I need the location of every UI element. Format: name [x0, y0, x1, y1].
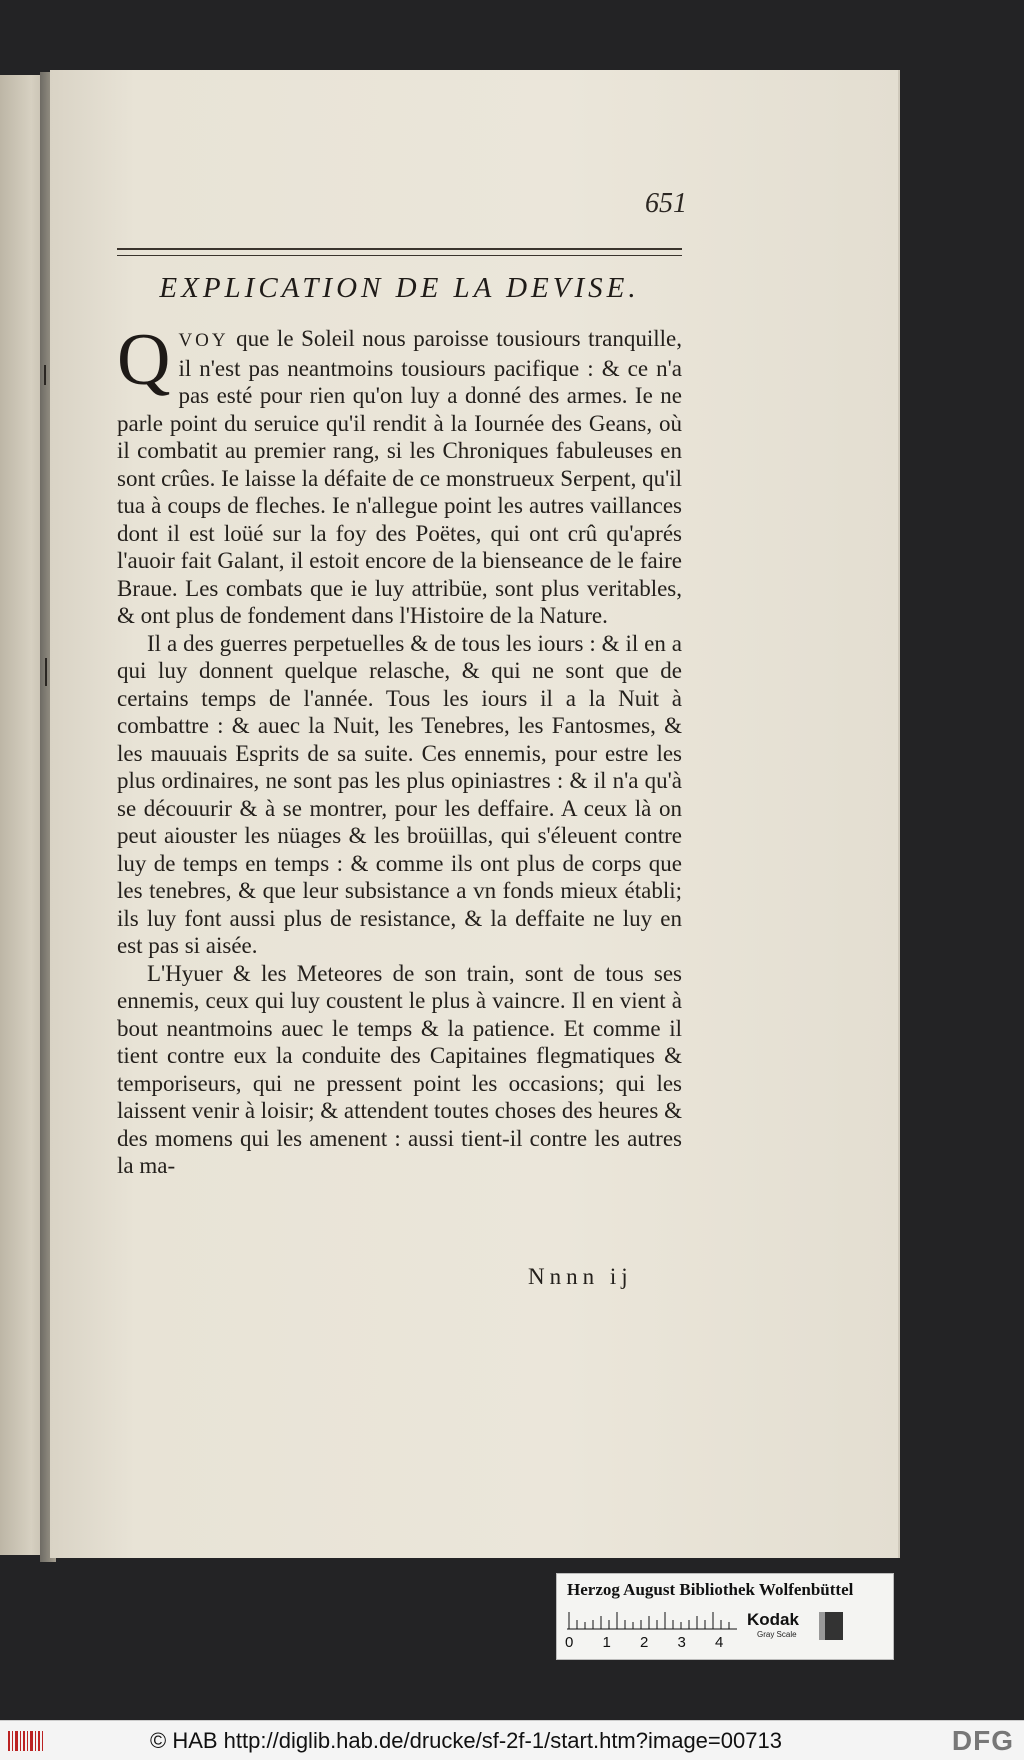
source-link[interactable]: © HAB http://diglib.hab.de/drucke/sf-2f-1/start.htm?image=00713: [150, 1728, 782, 1753]
margin-mark: [44, 365, 46, 385]
dfg-logo: DFG: [951, 1725, 1014, 1756]
first-word: VOY: [178, 330, 229, 351]
drop-cap: Q: [117, 319, 171, 401]
paragraph-3: L'Hyuer & les Meteores de son train, sont de tous ses ennemis, ceux qui luy coustent le plus à vaincre. Il en vient à bout neantmoins auec le temps & la patience. Et comme il tient contre eux la conduite des Capitaines flegmatiques & temporiseurs, qui ne pressent point les occasions; qui les laissent venir à loisir; & attendent toutes choses des heures & des momens qui les amenent : aussi tient-il contre les autres la ma-: [117, 960, 682, 1178]
signature-mark: Nnnn ij: [528, 1264, 633, 1289]
margin-mark: [45, 658, 47, 686]
scale-ruler-icon: [567, 1608, 737, 1630]
ruler-number: 3: [677, 1634, 686, 1651]
header-rule: [117, 248, 682, 256]
paragraph-2: Il a des guerres perpetuelles & de tous les iours : & il en a qui luy donnent quelque relasche, & qui ne sont que de certains temps de l'année. Tous les iours il a la Nuit à combattre : & auec la Nuit, les Tenebres, les Fantosmes, & les mauuais Esprits de sa suite. Ces ennemis, pour estre les plus ordinaires, ne sont pas les plus opiniastres : & il n'a qu'à se découurir & à se montrer, pour les deffaire. A ceux là on peut aiouster les nüages & les broüillas, qui s'éleuent contre luy de temps en temps : & comme ils ont plus de corps que les tenebres, & que leur subsistance a vn fonds mieux établi; ils luy font aussi plus de resistance, & la deffaite ne luy en est pas si aisée.: [117, 630, 682, 958]
ruler-numbers: [565, 1634, 745, 1651]
ruler-number: 1: [602, 1634, 611, 1651]
library-name: Herzog August Bibliothek Wolfenbüttel: [567, 1580, 854, 1599]
body-text: [117, 319, 682, 1180]
library-label-card: [556, 1573, 894, 1660]
kodak-brand: Kodak: [747, 1610, 799, 1629]
paragraph-1: [117, 319, 682, 630]
ruler-number: 4: [715, 1634, 724, 1651]
paragraph-1-text: que le Soleil nous paroisse tousiours tranquille, il n'est pas neantmoins tousiours pacifique : & ce n'a pas esté pour rien qu'on luy a donné des armes. Ie ne parle point du seruice qu'il rendit à la Iournée des Geans, où il combatit au premier rang, si les Chroniques fabuleuses en sont crûes. Ie laisse la défaite de ce monstrueux Serpent, qu'il tua à coups de fleches. Ie n'allegue point les autres vaillances dont il est loüé sur la foy des Poëtes, qui ont crû qu'aprés l'auoir fait Galant, il estoit encore de la bienseance de le faire Braue. Les combats que ie luy attribüe, sont plus veritables, & ont plus de fondement dans l'Histoire de la Nature.: [117, 326, 682, 628]
barcode-icon: [8, 1729, 44, 1753]
page-number: 651: [645, 188, 687, 219]
ruler-number: 2: [640, 1634, 649, 1651]
gray-scale-caption: Gray Scale: [757, 1630, 797, 1639]
page-heading: EXPLICATION DE LA DEVISE.: [159, 272, 640, 304]
viewer-footer: [0, 1720, 1024, 1760]
gray-scale-patch: [819, 1612, 843, 1640]
ruler-number: 0: [565, 1634, 574, 1651]
